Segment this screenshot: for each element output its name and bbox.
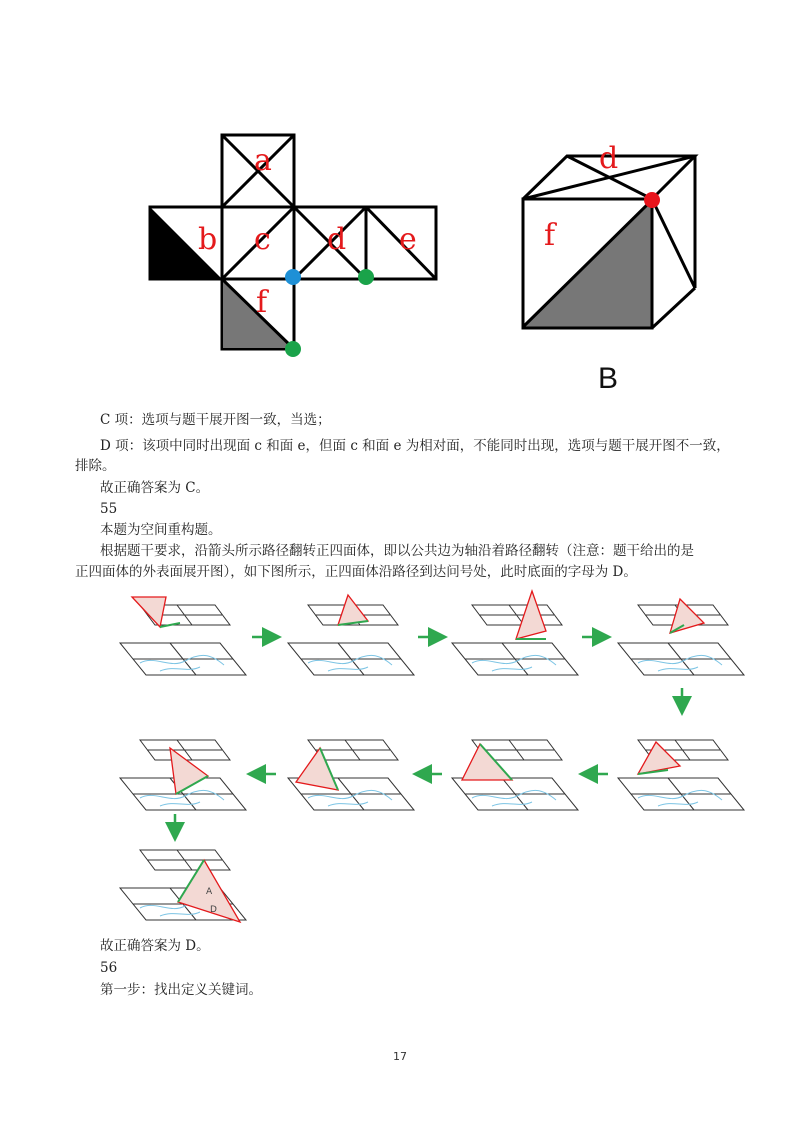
net-label-d: d	[327, 222, 347, 257]
cube-option-b	[523, 141, 695, 395]
net-label-a: a	[254, 143, 272, 178]
option-d-explanation-line1: D 项：该项中同时出现面 c 和面 e，但面 c 和面 e 为相对面，不能同时出现，选项与题干展开图不一致，	[100, 438, 730, 454]
question-55-explanation-line1: 根据题干要求，沿箭头所示路径翻转正四面体，即以公共边为轴沿着路径翻转（注意：题干给出的是	[100, 543, 694, 559]
net-label-e: e	[399, 222, 417, 257]
option-label-b: B	[598, 362, 619, 395]
tetrahedron-rolling-figure	[0, 580, 800, 940]
net-vertex-blue-dot	[285, 269, 301, 285]
cube-label-d: d	[599, 141, 619, 176]
cube-net-figure	[0, 0, 800, 400]
option-c-explanation: C 项：选项与题干展开图一致，当选；	[100, 412, 331, 428]
tetra-step-4	[618, 599, 744, 675]
tetra-step-6	[288, 740, 414, 810]
net-vertex-green-dot-2	[285, 341, 301, 357]
net-label-b: b	[198, 222, 218, 257]
tetra-step-7	[452, 740, 578, 810]
question-55-number: 55	[100, 501, 118, 517]
tetra-step-2	[288, 595, 414, 675]
tetra-step-1	[120, 597, 246, 675]
option-d-explanation-line2: 排除。	[75, 458, 116, 474]
net-vertex-green-dot	[358, 269, 374, 285]
net-label-c: c	[254, 222, 271, 257]
answer-c: 故正确答案为 C。	[100, 480, 210, 496]
final-face-letter-a: A	[206, 887, 213, 897]
final-face-letter-d: D	[210, 905, 217, 915]
tetra-step-5	[120, 740, 246, 810]
question-56-number: 56	[100, 960, 118, 976]
cube-vertex-red-dot	[644, 192, 660, 208]
net-label-f: f	[256, 285, 268, 320]
question-55-type: 本题为空间重构题。	[100, 522, 222, 538]
cube-label-f: f	[544, 218, 556, 253]
tetra-step-8	[618, 740, 744, 810]
tetra-step-3	[452, 591, 578, 675]
answer-d: 故正确答案为 D。	[100, 938, 210, 954]
question-56-step1: 第一步：找出定义关键词。	[100, 982, 262, 998]
tetra-step-final	[120, 850, 246, 922]
question-55-explanation-line2: 正四面体的外表面展开图），如下图所示，正四面体沿路径到达问号处，此时底面的字母为 D。	[75, 564, 637, 580]
page-number: 17	[393, 1050, 407, 1063]
